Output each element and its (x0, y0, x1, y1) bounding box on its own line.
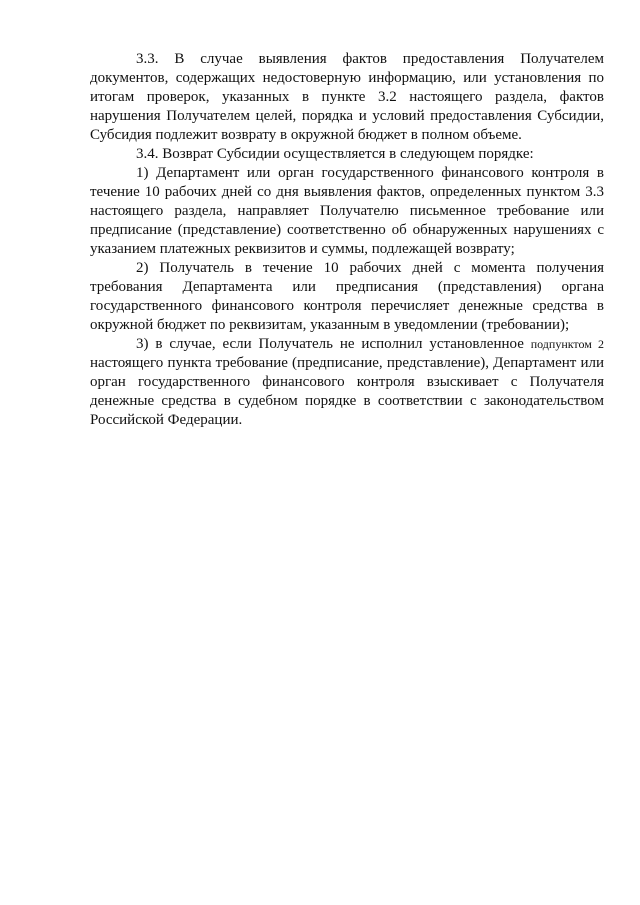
paragraph-3-3: 3.3. В случае выявления фактов предоставления Получателем документов, содержащих недостоверную информацию, или установления по итогам проверок, указанных в пункте 3.2 настоящего раздела, фактов нарушения Получателем целей, порядка и условий предоставления Субсидии, Субсидия подлежит возврату в окружной бюджет в полном объеме. (90, 51, 604, 143)
list-item-1: 1) Департамент или орган государственного финансового контроля в течение 10 рабочих дней со дня выявления фактов, определенных пунктом 3.3 настоящего раздела, направляет Получателю письменное требование или предписание (представление) соответственно об обнаруженных нарушениях с указанием платежных реквизитов и суммы, подлежащей возврату; (90, 165, 604, 257)
subpoint-reference: подпунктом 2 (530, 337, 605, 351)
list-item-3 (90, 335, 604, 430)
list-item-2: 2) Получатель в течение 10 рабочих дней с момента получения требования Департамента или предписания (представления) органа государственного финансового контроля перечисляет денежные средства в окружной бюджет по реквизитам, указанным в уведомлении (требовании); (90, 260, 604, 333)
list-item-3-start: 3) в случае, если Получатель не исполнил установленное (136, 336, 531, 352)
list-item-3-end: настоящего пункта требование (предписание, представление), Департамент или орган государственного финансового контроля взыскивает с Получателя денежные средства в судебном порядке в соответствии с законодательством Российской Федерации. (90, 355, 604, 428)
document-body (90, 50, 604, 430)
paragraph-3-4: 3.4. Возврат Субсидии осуществляется в следующем порядке: (136, 146, 534, 162)
